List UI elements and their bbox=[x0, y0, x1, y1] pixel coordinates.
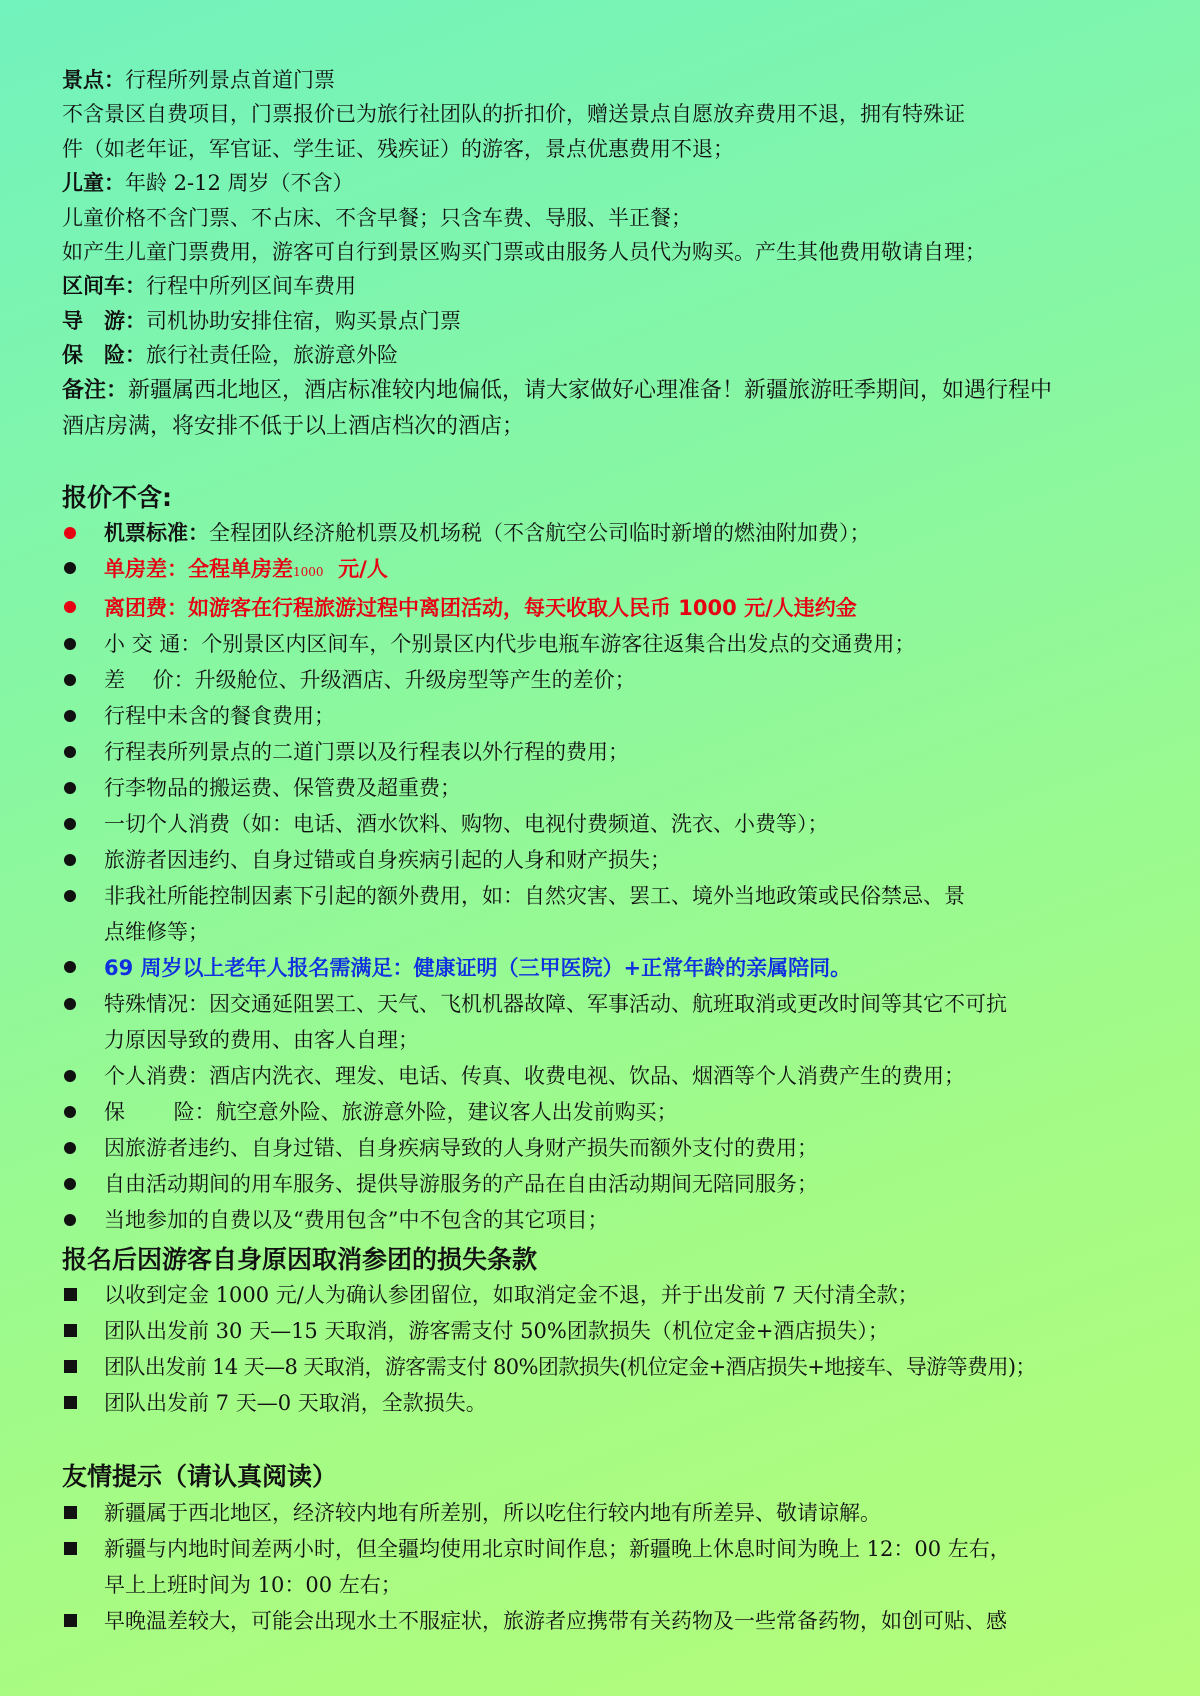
bullet-dot bbox=[62, 1202, 86, 1238]
list-item bbox=[62, 1058, 1152, 1094]
list-item bbox=[62, 986, 1152, 1058]
child-label: 儿童： bbox=[62, 171, 125, 196]
item-text: 全程团队经济舱机票及机场税（不含航空公司临时新增的燃油附加费）； bbox=[209, 521, 871, 545]
list-item bbox=[62, 1385, 1152, 1421]
bullet-dot bbox=[62, 515, 86, 551]
guide-text: 司机协助安排住宿，购买景点门票 bbox=[146, 308, 461, 333]
list-item bbox=[62, 878, 1152, 950]
item-text-2: 点维修等； bbox=[104, 920, 209, 944]
tips-heading: 友情提示（请认真阅读） bbox=[62, 1462, 338, 1491]
list-item bbox=[62, 1603, 1152, 1639]
bullet-square bbox=[62, 1349, 86, 1385]
item-text: 行程中未含的餐食费用； bbox=[104, 704, 335, 728]
list-item bbox=[62, 662, 1152, 698]
shuttle-line bbox=[62, 269, 1152, 303]
item-text: 以收到定金 1000 元/人为确认参团留位，如取消定金不退，并于出发前 7 天付清全款； bbox=[104, 1283, 919, 1307]
item-text-1: 新疆与内地时间差两小时，但全疆均使用北京时间作息；新疆晚上休息时间为晚上 12：00 左右， bbox=[104, 1537, 1011, 1561]
insurance-line bbox=[62, 338, 1152, 372]
scenic-line bbox=[62, 63, 1152, 97]
remark-label: 备注： bbox=[62, 377, 129, 403]
scenic-note-2: 件（如老年证，军官证、学生证、残疾证）的游客，景点优惠费用不退； bbox=[62, 136, 734, 161]
excluded-section bbox=[62, 481, 1152, 1238]
item-text: 因旅游者违约、自身过错、自身疾病导致的人身财产损失而额外支付的费用； bbox=[104, 1136, 818, 1160]
list-item bbox=[62, 842, 1152, 878]
list-item bbox=[62, 770, 1152, 806]
item-text-2: 力原因导致的费用、由客人自理； bbox=[104, 1028, 419, 1052]
list-item bbox=[62, 806, 1152, 842]
scenic-text: 行程所列景点首道门票 bbox=[125, 68, 335, 92]
bullet-dot bbox=[62, 1094, 86, 1130]
list-item bbox=[62, 1349, 1152, 1385]
bullet-square bbox=[62, 1531, 86, 1567]
list-item bbox=[62, 626, 1152, 662]
bullet-dot bbox=[62, 1166, 86, 1202]
child-note-1: 儿童价格不含门票、不占床、不含早餐；只含车费、导服、半正餐； bbox=[62, 205, 692, 230]
list-item bbox=[62, 1202, 1152, 1238]
bullet-square bbox=[62, 1277, 86, 1313]
item-text: 行程表所列景点的二道门票以及行程表以外行程的费用； bbox=[104, 740, 629, 764]
list-item bbox=[62, 734, 1152, 770]
list-item bbox=[62, 1166, 1152, 1202]
item-label: 单房差：全程单房差 bbox=[104, 557, 293, 581]
excluded-heading: 报价不含: bbox=[62, 483, 172, 512]
item-text-1: 特殊情况：因交通延阻罢工、天气、飞机机器故障、军事活动、航班取消或更改时间等其它不可抗 bbox=[104, 992, 1007, 1016]
bullet-square bbox=[62, 1603, 86, 1639]
bullet-dot bbox=[62, 842, 86, 878]
insurance-label: 保 险： bbox=[62, 343, 146, 368]
bullet-dot bbox=[62, 986, 86, 1022]
item-text: 离团费：如游客在行程旅游过程中离团活动，每天收取人民币 1000 元/人违约金 bbox=[104, 596, 857, 620]
list-item bbox=[62, 1531, 1152, 1603]
list-item bbox=[62, 698, 1152, 734]
item-text: 自由活动期间的用车服务、提供导游服务的产品在自由活动期间无陪同服务； bbox=[104, 1172, 818, 1196]
item-text: 保 险：航空意外险、旅游意外险，建议客人出发前购买； bbox=[104, 1100, 678, 1124]
list-item bbox=[62, 1495, 1152, 1531]
bullet-dot bbox=[62, 1058, 86, 1094]
item-text: 69 周岁以上老年人报名需满足：健康证明（三甲医院）+正常年龄的亲属陪同。 bbox=[104, 956, 852, 980]
remark-text-1: 新疆属西北地区，酒店标准较内地偏低，请大家做好心理准备！新疆旅游旺季期间，如遇行程中 bbox=[128, 377, 1053, 403]
item-text: 个人消费：酒店内洗衣、理发、电话、传真、收费电视、饮品、烟酒等个人消费产生的费用； bbox=[104, 1064, 965, 1088]
item-text-1: 非我社所能控制因素下引起的额外费用，如：自然灾害、罢工、境外当地政策或民俗禁忌、景 bbox=[104, 884, 965, 908]
item-text: 小 交 通：个别景区内区间车，个别景区内代步电瓶车游客往返集合出发点的交通费用； bbox=[104, 632, 916, 656]
guide-label: 导 游： bbox=[62, 308, 146, 333]
tips-section bbox=[62, 1459, 1152, 1639]
list-item bbox=[62, 1313, 1152, 1349]
bullet-dot bbox=[62, 662, 86, 698]
bullet-dot bbox=[62, 698, 86, 734]
item-text: 行李物品的搬运费、保管费及超重费； bbox=[104, 776, 461, 800]
bullet-dot bbox=[62, 950, 86, 986]
bullet-square bbox=[62, 1495, 86, 1531]
bullet-dot bbox=[62, 734, 86, 770]
bullet-square bbox=[62, 1385, 86, 1421]
list-item bbox=[62, 590, 1152, 626]
scenic-label: 景点： bbox=[62, 68, 125, 92]
list-item bbox=[62, 1277, 1152, 1313]
bullet-dot bbox=[62, 1130, 86, 1166]
bullet-dot bbox=[62, 770, 86, 806]
child-text: 年龄 2-12 周岁（不含） bbox=[125, 171, 354, 196]
item-label: 机票标准： bbox=[104, 521, 209, 545]
scenic-note-1: 不含景区自费项目，门票报价已为旅行社团队的折扣价，赠送景点自愿放弃费用不退，拥有特殊证 bbox=[62, 102, 965, 127]
bullet-dot bbox=[62, 626, 86, 662]
cancellation-heading: 报名后因游客自身原因取消参团的损失条款 bbox=[62, 1245, 538, 1274]
item-number: 1000 bbox=[293, 565, 324, 579]
list-item bbox=[62, 551, 1152, 590]
remark-text-2: 酒店房满，将安排不低于以上酒店档次的酒店； bbox=[62, 413, 525, 439]
item-text: 新疆属于西北地区，经济较内地有所差别，所以吃住行较内地有所差异、敬请谅解。 bbox=[104, 1501, 881, 1525]
insurance-text: 旅行社责任险，旅游意外险 bbox=[146, 343, 398, 368]
guide-line bbox=[62, 304, 1152, 338]
item-text: 团队出发前 30 天—15 天取消，游客需支付 50%团款损失（机位定金+酒店损失）； bbox=[104, 1319, 889, 1343]
cancellation-section bbox=[62, 1243, 1152, 1421]
bullet-dot bbox=[62, 551, 86, 587]
shuttle-label: 区间车： bbox=[62, 274, 146, 299]
item-unit: 元/人 bbox=[338, 557, 388, 581]
list-item bbox=[62, 950, 1152, 986]
item-text: 团队出发前 14 天—8 天取消，游客需支付 80%团款损失(机位定金+酒店损失+地接车、导游等费用)； bbox=[104, 1355, 1036, 1379]
bullet-dot bbox=[62, 590, 86, 626]
shuttle-text: 行程中所列区间车费用 bbox=[146, 274, 356, 299]
list-item bbox=[62, 1094, 1152, 1130]
item-text: 当地参加的自费以及“费用包含”中不包含的其它项目； bbox=[104, 1208, 609, 1232]
bullet-dot bbox=[62, 878, 86, 914]
remark-line bbox=[62, 373, 1152, 409]
child-line bbox=[62, 166, 1152, 200]
item-text: 差 价：升级舱位、升级酒店、升级房型等产生的差价； bbox=[104, 668, 636, 692]
item-text: 一切个人消费（如：电话、酒水饮料、购物、电视付费频道、洗衣、小费等）； bbox=[104, 812, 829, 836]
bullet-square bbox=[62, 1313, 86, 1349]
item-text: 早晚温差较大，可能会出现水土不服症状，旅游者应携带有关药物及一些常备药物，如创可贴、感 bbox=[104, 1609, 1007, 1633]
item-text: 旅游者因违约、自身过错或自身疾病引起的人身和财产损失； bbox=[104, 848, 671, 872]
item-text: 团队出发前 7 天—0 天取消，全款损失。 bbox=[104, 1391, 487, 1415]
bullet-dot bbox=[62, 806, 86, 842]
list-item bbox=[62, 1130, 1152, 1166]
child-note-2: 如产生儿童门票费用，游客可自行到景区购买门票或由服务人员代为购买。产生其他费用敬请自理； bbox=[62, 240, 986, 265]
included-section bbox=[62, 63, 1152, 445]
item-text-2: 早上上班时间为 10：00 左右； bbox=[104, 1573, 402, 1597]
list-item bbox=[62, 515, 1152, 551]
